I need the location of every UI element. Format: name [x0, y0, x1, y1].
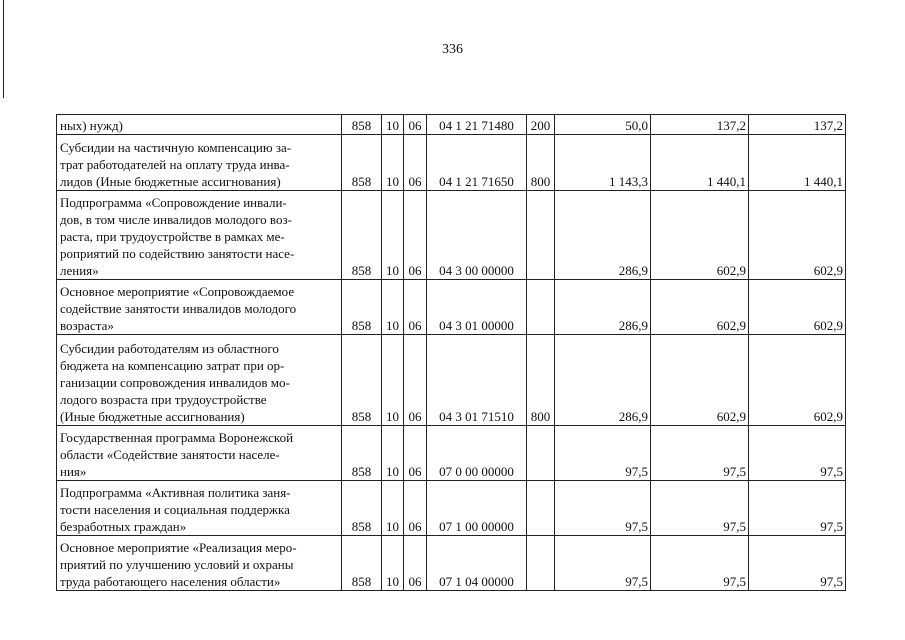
ministry-code: 858: [342, 426, 382, 481]
amount-year-2: 602,9: [651, 280, 749, 335]
ministry-code: 858: [342, 335, 382, 426]
target-code: 04 1 21 71480: [427, 115, 527, 135]
table-row: [57, 481, 846, 536]
target-code: 04 3 00 00000: [427, 191, 527, 280]
expense-type-code: [527, 481, 555, 536]
expense-type-code: [527, 191, 555, 280]
target-code: 04 3 01 71510: [427, 335, 527, 426]
section-code: 10: [382, 426, 404, 481]
expense-type-code: [527, 536, 555, 591]
subsection-code: 06: [404, 426, 427, 481]
section-code: 10: [382, 280, 404, 335]
target-code: 07 1 00 00000: [427, 481, 527, 536]
subsection-code: 06: [404, 536, 427, 591]
target-code: 07 1 04 00000: [427, 536, 527, 591]
page-number: 336: [442, 42, 463, 57]
amount-year-1: 286,9: [555, 280, 651, 335]
row-name: ных) нужд): [57, 115, 342, 135]
subsection-code: 06: [404, 280, 427, 335]
amount-year-2: 1 440,1: [651, 135, 749, 191]
amount-year-3: 602,9: [749, 335, 846, 426]
expense-type-code: [527, 280, 555, 335]
ministry-code: 858: [342, 135, 382, 191]
table-body: [57, 115, 846, 591]
budget-table: [56, 114, 846, 591]
row-name: Основное мероприятие «Реализация меро- приятий по улучшению условий и охраны труда работающего населения области»: [57, 536, 342, 591]
expense-type-code: 800: [527, 335, 555, 426]
expense-type-code: 200: [527, 115, 555, 135]
amount-year-3: 97,5: [749, 426, 846, 481]
row-name: Подпрограмма «Сопровождение инвали- дов, в том числе инвалидов молодого воз- раста, при трудоустройстве в рамках ме- роприятий по содействию занятости насе- ления»: [57, 191, 342, 280]
ministry-code: 858: [342, 115, 382, 135]
section-code: 10: [382, 335, 404, 426]
table-row: [57, 536, 846, 591]
amount-year-2: 97,5: [651, 536, 749, 591]
row-name: Государственная программа Воронежской области «Содействие занятости населе- ния»: [57, 426, 342, 481]
amount-year-3: 602,9: [749, 191, 846, 280]
row-name: Основное мероприятие «Сопровождаемое содействие занятости инвалидов молодого возраста»: [57, 280, 342, 335]
subsection-code: 06: [404, 335, 427, 426]
section-code: 10: [382, 191, 404, 280]
section-code: 10: [382, 135, 404, 191]
amount-year-1: 97,5: [555, 536, 651, 591]
target-code: 07 0 00 00000: [427, 426, 527, 481]
expense-type-code: [527, 426, 555, 481]
ministry-code: 858: [342, 280, 382, 335]
amount-year-2: 602,9: [651, 191, 749, 280]
amount-year-2: 97,5: [651, 481, 749, 536]
amount-year-3: 1 440,1: [749, 135, 846, 191]
expense-type-code: 800: [527, 135, 555, 191]
amount-year-2: 602,9: [651, 335, 749, 426]
ministry-code: 858: [342, 481, 382, 536]
ministry-code: 858: [342, 191, 382, 280]
amount-year-1: 286,9: [555, 191, 651, 280]
subsection-code: 06: [404, 481, 427, 536]
table-row: [57, 426, 846, 481]
row-name: Субсидии на частичную компенсацию за- трат работодателей на оплату труда инва- лидов (Иные бюджетные ассигнования): [57, 135, 342, 191]
amount-year-1: 97,5: [555, 481, 651, 536]
subsection-code: 06: [404, 135, 427, 191]
amount-year-1: 97,5: [555, 426, 651, 481]
section-code: 10: [382, 115, 404, 135]
section-code: 10: [382, 481, 404, 536]
row-name: Субсидии работодателям из областного бюджета на компенсацию затрат при ор- ганизации сопровождения инвалидов мо- лодого возраста при трудоустройстве (Иные бюджетные ассигнования): [57, 335, 342, 426]
ministry-code: 858: [342, 536, 382, 591]
amount-year-3: 602,9: [749, 280, 846, 335]
amount-year-1: 286,9: [555, 335, 651, 426]
target-code: 04 1 21 71650: [427, 135, 527, 191]
amount-year-2: 137,2: [651, 115, 749, 135]
amount-year-2: 97,5: [651, 426, 749, 481]
amount-year-3: 97,5: [749, 481, 846, 536]
table-row: [57, 135, 846, 191]
row-name: Подпрограмма «Активная политика заня- тости населения и социальная поддержка безработных граждан»: [57, 481, 342, 536]
table-row: [57, 115, 846, 135]
subsection-code: 06: [404, 115, 427, 135]
section-code: 10: [382, 536, 404, 591]
table-row: [57, 335, 846, 426]
amount-year-3: 137,2: [749, 115, 846, 135]
table-row: [57, 191, 846, 280]
subsection-code: 06: [404, 191, 427, 280]
table-row: [57, 280, 846, 335]
target-code: 04 3 01 00000: [427, 280, 527, 335]
amount-year-3: 97,5: [749, 536, 846, 591]
amount-year-1: 1 143,3: [555, 135, 651, 191]
amount-year-1: 50,0: [555, 115, 651, 135]
